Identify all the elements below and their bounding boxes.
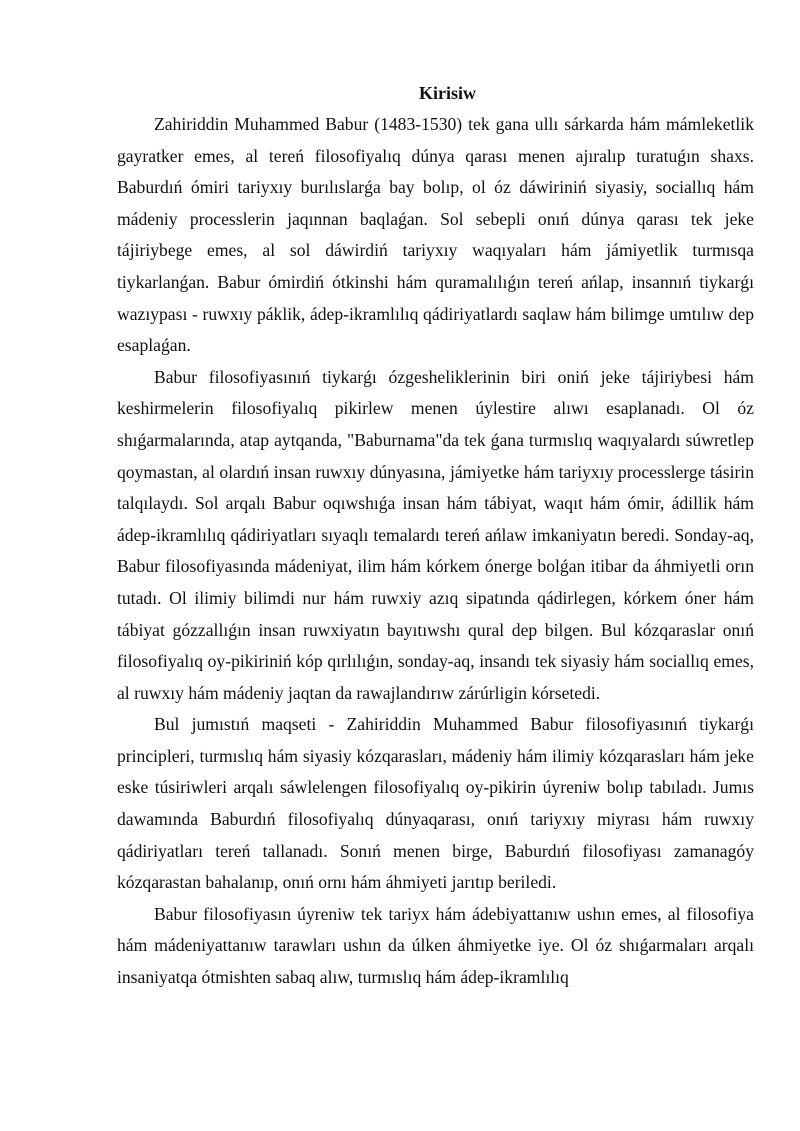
document-body <box>117 78 754 994</box>
paragraph-features: Babur filosofiyasınıń tiykarǵı ózgesheliklerinin biri oniń jeke tájiriybesi hám keshirmelerin filosofiyalıq pikirlew menen úylestire alıwı esaplanadı. Ol óz shıǵarmalarında, atap aytqanda, "Baburnama"da tek ǵana turmıslıq waqıyalardı súwretlep qoymastan, al olardıń insan ruwxıy dúnyasına, jámiyetke hám tariyxıy processlerge tásirin talqılaydı. Sol arqalı Babur oqıwshıǵa insan hám tábiyat, waqıt hám ómir, ádillik hám ádep-ikramlılıq qádiriyatları sıyaqlı temalardı tereń ańlaw imkaniyatın beredi. Sonday-aq, Babur filosofiyasında mádeniyat, ilim hám kórkem ónerge bolǵan itibar da áhmiyetli orın tutadı. Ol ilimiy bilimdi nur hám ruwxiy azıq sipatında qádirlegen, kórkem óner hám tábiyat gózzallıǵın insan ruwxiyatın bayıtıwshı qural dep bilgen. Bul kózqaraslar onıń filosofiyalıq oy-pikiriniń kóp qırlılıǵın, sonday-aq, insandı tek siyasiy hám sociallıq emes, al ruwxıy hám mádeniy jaqtan da rawajlandırıw zárúrligin kórsetedi. <box>117 366 754 703</box>
paragraph-intro: Zahiriddin Muhammed Babur (1483-1530) tek gana ullı sárkarda hám mámleketlik gayratker emes, al tereń filosofiyalıq dúnya qarası menen ajıralıp turatuǵın shaxs. Baburdıń ómiri tariyxıy burılıslarǵa bay bolıp, ol óz dáwiriniń siyasiy, sociallıq hám mádeniy processlerin jaqınnan baqlaǵan. Sol sebepli onıń dúnya qarası tek jeke tájiriybege emes, al sol dáwirdiń tariyxıy waqıyaları hám jámiyetlik turmısqa tiykarlanǵan. Babur ómirdiń ótkinshi hám quramalılıǵın tereń ańlap, insannıń tiykarǵı wazıypası - ruwxıy páklik, ádep-ikramlılıq qádiriyatlardı saqlaw hám bilimge umtılıw dep esaplaǵan. <box>117 114 754 356</box>
document-title: Kirisiw <box>419 83 476 103</box>
paragraph-importance: Babur filosofiyasın úyreniw tek tariyx hám ádebiyattanıw ushın emes, al filosofiya hám mádeniyattanıw tarawları ushın da úlken áhmiyetke iye. Ol óz shıǵarmaları arqalı insaniyatqa ótmishten sabaq alıw, turmıslıq hám ádep-ikramlılıq <box>117 903 754 988</box>
paragraph-goal: Bul jumıstıń maqseti - Zahiriddin Muhammed Babur filosofiyasınıń tiykarǵı principleri, turmıslıq hám siyasiy kózqarasları, mádeniy hám ilimiy kózqarasları hám jeke eske túsiriwleri arqalı sáwlelengen filosofiyalıq oy-pikirin úyreniw bolıp tabıladı. Jumıs dawamında Baburdıń filosofiyalıq dúnyaqarası, onıń tariyxıy miyrası hám ruwxıy qádiriyatları tereń tallanadı. Sonıń menen birge, Baburdıń filosofiyası zamanagóy kózqarastan bahalanıp, onıń ornı hám áhmiyeti jarıtıp beriledi. <box>117 714 754 893</box>
